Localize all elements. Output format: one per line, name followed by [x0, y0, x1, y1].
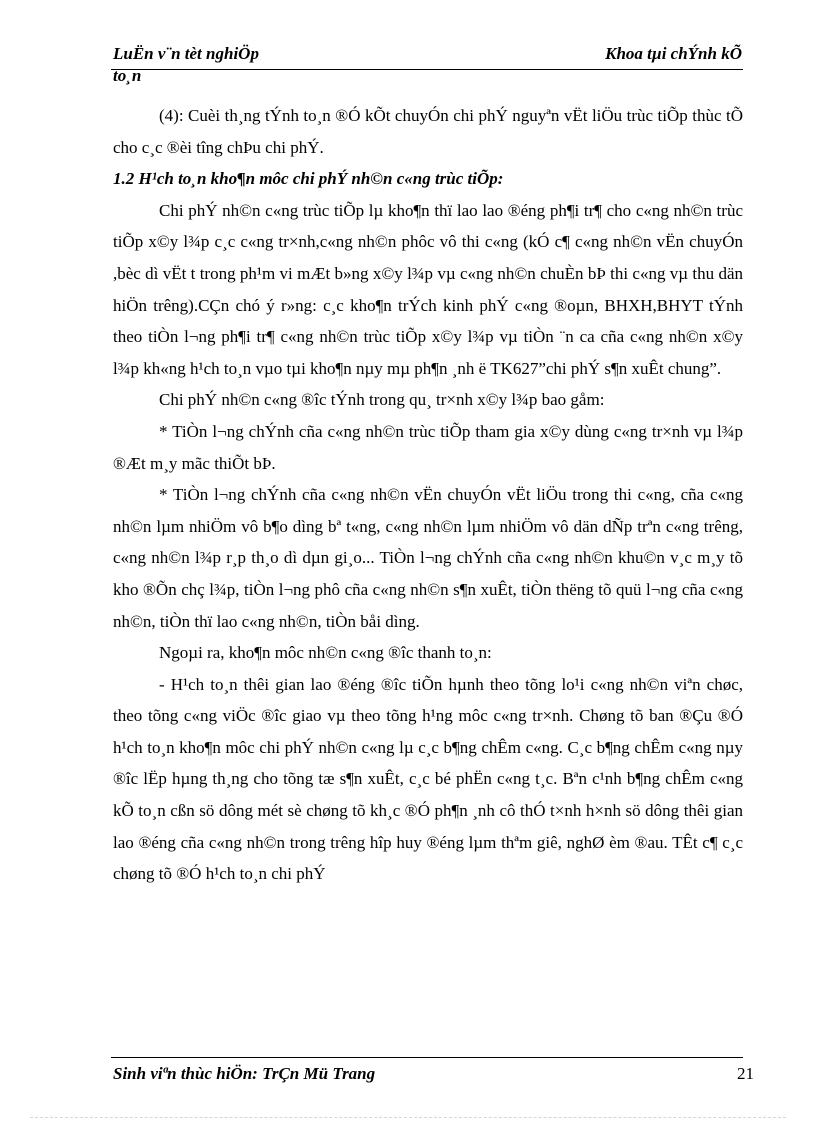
header-faculty-name: Khoa tµi chÝnh kÕ: [605, 44, 742, 63]
header-thesis-title: LuËn v¨n tèt nghiÖp: [113, 44, 259, 63]
paragraph-bullet-transport-wage: * TiÒn l¬ng chÝnh cña c«ng nh©n vËn chuyÓn vËt liÖu trong thi c«ng, cña c«ng nh©n lµm nhiÖm vô b¶o dìng bª t«ng, c«ng nh©n lµm nhiÖm vô dän dÑp trªn c«ng trêng, c«ng nh©n l¾p r¸p th¸o dì dµn gi¸o... TiÒn l¬ng chÝnh cña c«ng nh©n khu©n v¸c m¸y tõ kho ®Õn chç l¾p, tiÒn l¬ng phô cña c«ng nh©n s¶n xuÊt, tiÒn thëng tõ quü l¬ng cña c«ng nh©n, tiÒn thï lao c«ng nh©n, tiÒn båi dìng.: [113, 485, 743, 631]
header-faculty-continuation: to¸n: [113, 66, 142, 85]
paragraph-payment-intro: Ngoµi ra, kho¶n môc nh©n c«ng ®îc thanh to¸n:: [159, 643, 492, 663]
paragraph-components-intro: Chi phÝ nh©n c«ng ®îc tÝnh trong qu¸ tr×nh x©y l¾p bao gåm:: [159, 390, 605, 410]
header-rule: [111, 69, 743, 70]
page-number: 21: [737, 1064, 754, 1083]
paragraph-time-accounting: - H¹ch to¸n thêi gian lao ®éng ®îc tiÕn hµnh theo tõng lo¹i c«ng nh©n viªn chøc, theo tõng c«ng viÖc ®îc giao vµ theo tõng h¹ng môc c«ng tr×nh. Chøng tõ ban ®Çu ®Ó h¹ch to¸n kho¶n môc chi phÝ nh©n c«ng lµ c¸c b¶ng chÊm c«ng. C¸c b¶ng chÊm c«ng nµy ®îc lËp hµng th¸ng cho tõng tæ s¶n xuÊt, c¸c bé phËn c«ng t¸c. Bªn c¹nh b¶ng chÊm c«ng kÕ to¸n cßn sö dông mét sè chøng tõ kh¸c ®Ó ph¶n ¸nh cô thÓ t×nh h×nh sö dông thêi gian lao ®éng cña c«ng nh©n trong trêng hîp huy ®éng lµm thªm giê, nghØ èm ®au. TÊt c¶ c¸c chøng tõ ®Ó h¹ch to¸n chi phÝ: [113, 674, 743, 884]
footer-author: Sinh viªn thùc hiÖn: TrÇn Mü Trang: [113, 1064, 376, 1083]
paragraph-definition: Chi phÝ nh©n c«ng trùc tiÕp lµ kho¶n thï lao lao ®éng ph¶i tr¶ cho c«ng nh©n trùc tiÕp x©y l¾p c¸c c«ng tr×nh,c«ng nh©n phôc vô thi c«ng (kÓ c¶ c«ng nh©n vËn chuyÓn ,bèc dì vËt t trong ph¹m vi mÆt b»ng x©y l¾p vµ c«ng nh©n chuÈn bÞ thi c«ng vµ thu dän hiÖn trêng).CÇn chó ý r»ng: c¸c kho¶n trÝch kinh phÝ c«ng ®oµn, BHXH,BHYT tÝnh theo tiÒn l¬ng ph¶i tr¶ c«ng nh©n trùc tiÕp x©y l¾p vµ tiÒn ¨n ca cña c«ng nh©n x©y l¾p kh«ng h¹ch to¸n vµo tµi kho¶n nµy mµ ph¶n ¸nh ë TK627”chi phÝ s¶n xuÊt chung”.: [113, 200, 743, 378]
section-heading: 1.2 H¹ch to¸n kho¶n môc chi phÝ nh©n c«ng trùc tiÕp:: [113, 169, 504, 189]
page-body: [113, 100, 743, 890]
paragraph-intro: (4): Cuèi th¸ng tÝnh to¸n ®Ó kÕt chuyÓn chi phÝ nguyªn vËt liÖu trùc tiÕp thùc tÕ cho c¸c ®èi tîng chÞu chi phÝ.: [113, 106, 743, 157]
footer-rule: [111, 1057, 743, 1058]
paragraph-bullet-main-wage: * TiÒn l¬ng chÝnh cña c«ng nh©n trùc tiÕp tham gia x©y dùng c«ng tr×nh vµ l¾p ®Æt m¸y mãc thiÕt bÞ.: [113, 421, 743, 473]
page-break-line: [30, 1117, 786, 1118]
